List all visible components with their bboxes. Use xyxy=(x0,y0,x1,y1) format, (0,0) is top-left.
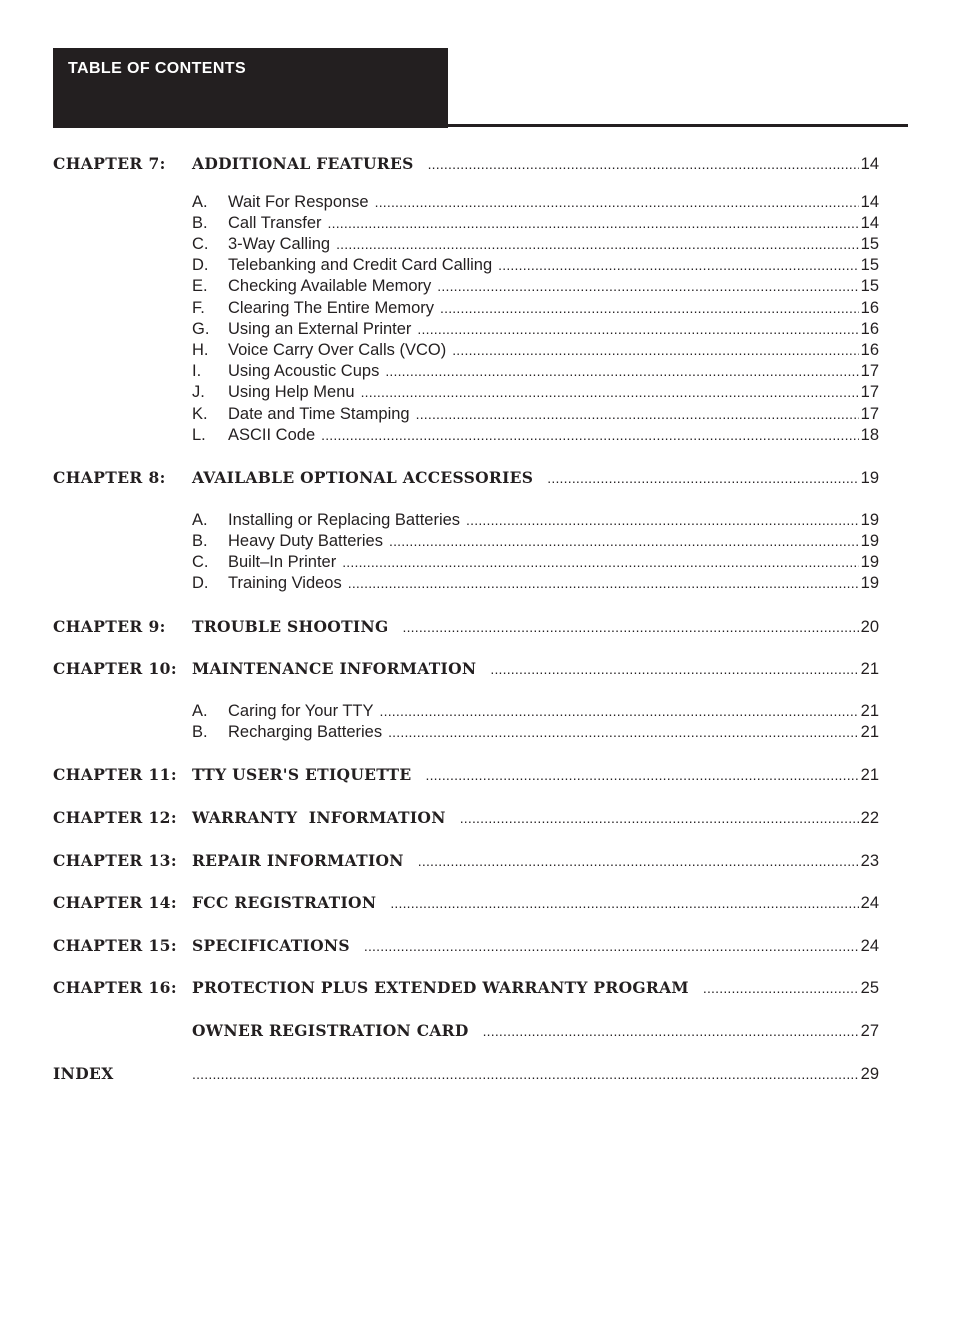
dot-leader xyxy=(390,895,859,911)
item-letter: I. xyxy=(192,362,202,380)
chapter-label: CHAPTER 13: xyxy=(53,851,177,870)
item-letter: H. xyxy=(192,341,209,359)
dot-leader xyxy=(342,554,859,570)
chapter-title: ADDITIONAL FEATURES xyxy=(192,154,414,173)
toc-chapter-7[interactable] xyxy=(53,154,879,176)
toc-item[interactable] xyxy=(53,277,879,299)
toc-chapter-9[interactable] xyxy=(53,617,879,639)
chapter-label: CHAPTER 7: xyxy=(53,154,166,173)
item-letter: B. xyxy=(192,214,208,232)
page-number: 19 xyxy=(860,469,879,487)
chapter-title: SPECIFICATIONS xyxy=(192,936,350,955)
page-number: 15 xyxy=(860,235,879,253)
chapter-title: WARRANTY INFORMATION xyxy=(192,808,446,827)
page-number: 19 xyxy=(860,532,879,550)
toc-item[interactable] xyxy=(53,362,879,384)
page-number: 20 xyxy=(860,618,879,636)
page-number: 17 xyxy=(860,383,879,401)
item-title: Training Videos xyxy=(228,574,342,592)
item-letter: B. xyxy=(192,723,208,741)
item-title: Using an External Printer xyxy=(228,320,412,338)
item-title: Recharging Batteries xyxy=(228,723,383,741)
dot-leader xyxy=(348,575,859,591)
toc-item[interactable] xyxy=(53,383,879,405)
item-title: ASCII Code xyxy=(228,426,316,444)
item-title: Wait For Response xyxy=(228,193,369,211)
page-number: 24 xyxy=(860,937,879,955)
toc-item[interactable] xyxy=(53,723,879,745)
item-title: Checking Available Memory xyxy=(228,277,432,295)
toc-item[interactable] xyxy=(53,405,879,427)
item-letter: D. xyxy=(192,256,209,274)
page-number: 15 xyxy=(860,256,879,274)
item-title: Built–In Printer xyxy=(228,553,337,571)
page-number: 14 xyxy=(860,214,879,232)
dot-leader xyxy=(321,427,859,443)
item-letter: D. xyxy=(192,574,209,592)
dot-leader xyxy=(452,342,859,358)
page-number: 25 xyxy=(860,979,879,997)
item-letter: A. xyxy=(192,193,208,211)
item-letter: C. xyxy=(192,553,209,571)
item-letter: G. xyxy=(192,320,210,338)
dot-leader xyxy=(418,853,859,869)
page-number: 16 xyxy=(860,341,879,359)
page-number: 16 xyxy=(860,320,879,338)
page-number: 21 xyxy=(860,766,879,784)
item-letter: A. xyxy=(192,702,208,720)
toc-item[interactable] xyxy=(53,341,879,363)
item-letter: K. xyxy=(192,405,208,423)
item-title: Installing or Replacing Batteries xyxy=(228,511,461,529)
chapter-title: OWNER REGISTRATION CARD xyxy=(192,1021,469,1040)
page-number: 15 xyxy=(860,277,879,295)
item-title: Date and Time Stamping xyxy=(228,405,410,423)
dot-leader xyxy=(466,512,859,528)
dot-leader xyxy=(380,703,859,719)
chapter-title: AVAILABLE OPTIONAL ACCESSORIES xyxy=(192,468,534,487)
dot-leader xyxy=(389,533,859,549)
toc-item[interactable] xyxy=(53,299,879,321)
toc-chapter-15[interactable] xyxy=(53,936,879,958)
item-title: Caring for Your TTY xyxy=(228,702,374,720)
chapter-label: CHAPTER 14: xyxy=(53,893,177,912)
dot-leader xyxy=(416,406,859,422)
toc-index[interactable] xyxy=(53,1064,879,1086)
dot-leader xyxy=(361,384,859,400)
page-title: TABLE OF CONTENTS xyxy=(68,60,247,77)
toc-item[interactable] xyxy=(53,702,879,724)
chapter-label: CHAPTER 10: xyxy=(53,659,177,678)
item-title: 3-Way Calling xyxy=(228,235,331,253)
toc-chapter-16[interactable] xyxy=(53,978,879,1000)
dot-leader xyxy=(703,980,859,996)
item-letter: E. xyxy=(192,277,208,295)
toc-item[interactable] xyxy=(53,214,879,236)
item-title: Using Acoustic Cups xyxy=(228,362,380,380)
dot-leader xyxy=(460,810,859,826)
toc-item[interactable] xyxy=(53,511,879,533)
toc-item[interactable] xyxy=(53,532,879,554)
item-title: Clearing The Entire Memory xyxy=(228,299,435,317)
dot-leader xyxy=(336,236,859,252)
dot-leader xyxy=(388,724,859,740)
chapter-label: CHAPTER 11: xyxy=(53,765,177,784)
page-number: 19 xyxy=(860,553,879,571)
page-number: 27 xyxy=(860,1022,879,1040)
page-number: 17 xyxy=(860,405,879,423)
item-letter: L. xyxy=(192,426,206,444)
toc-item[interactable] xyxy=(53,235,879,257)
dot-leader xyxy=(440,300,859,316)
chapter-title: REPAIR INFORMATION xyxy=(192,851,404,870)
page-number: 14 xyxy=(860,193,879,211)
toc-chapter-14[interactable] xyxy=(53,893,879,915)
toc-item[interactable] xyxy=(53,256,879,278)
dot-leader xyxy=(417,321,859,337)
toc-item[interactable] xyxy=(53,193,879,215)
page-number: 19 xyxy=(860,511,879,529)
toc-chapter-10[interactable] xyxy=(53,659,879,681)
chapter-title: TROUBLE SHOOTING xyxy=(192,617,389,636)
chapter-label: INDEX xyxy=(53,1064,114,1083)
page-number: 21 xyxy=(860,660,879,678)
page-number: 24 xyxy=(860,894,879,912)
item-title: Call Transfer xyxy=(228,214,322,232)
dot-leader xyxy=(192,1066,859,1082)
dot-leader xyxy=(490,661,859,677)
dot-leader xyxy=(483,1023,859,1039)
page-number: 18 xyxy=(860,426,879,444)
toc-owner-registration-card[interactable] xyxy=(53,1021,879,1043)
item-title: Telebanking and Credit Card Calling xyxy=(228,256,493,274)
toc-item[interactable] xyxy=(53,553,879,575)
item-letter: C. xyxy=(192,235,209,253)
page-number: 16 xyxy=(860,299,879,317)
page-number: 21 xyxy=(860,723,879,741)
item-title: Heavy Duty Batteries xyxy=(228,532,383,550)
dot-leader xyxy=(364,938,859,954)
item-letter: B. xyxy=(192,532,208,550)
chapter-label: CHAPTER 12: xyxy=(53,808,177,827)
item-letter: J. xyxy=(192,383,205,401)
item-title: Voice Carry Over Calls (VCO) xyxy=(228,341,447,359)
dot-leader xyxy=(437,278,859,294)
dot-leader xyxy=(428,156,859,172)
chapter-label: CHAPTER 9: xyxy=(53,617,166,636)
page-number: 29 xyxy=(860,1065,879,1083)
dot-leader xyxy=(375,194,859,210)
chapter-title: MAINTENANCE INFORMATION xyxy=(192,659,477,678)
chapter-label: CHAPTER 8: xyxy=(53,468,166,487)
dot-leader xyxy=(328,215,859,231)
toc-item[interactable] xyxy=(53,426,879,448)
page-number: 21 xyxy=(860,702,879,720)
chapter-title: FCC REGISTRATION xyxy=(192,893,377,912)
toc-chapter-13[interactable] xyxy=(53,851,879,873)
dot-leader xyxy=(385,363,859,379)
toc-chapter-12[interactable] xyxy=(53,808,879,830)
dot-leader xyxy=(402,619,859,635)
chapter-label: CHAPTER 15: xyxy=(53,936,177,955)
dot-leader xyxy=(425,767,859,783)
item-title: Using Help Menu xyxy=(228,383,355,401)
toc-item[interactable] xyxy=(53,320,879,342)
page-number: 23 xyxy=(860,852,879,870)
page-number: 22 xyxy=(860,809,879,827)
toc-chapter-8[interactable] xyxy=(53,468,879,490)
toc-item[interactable] xyxy=(53,574,879,596)
toc-chapter-11[interactable] xyxy=(53,765,879,787)
item-letter: F. xyxy=(192,299,205,317)
page-number: 17 xyxy=(860,362,879,380)
dot-leader xyxy=(498,257,859,273)
page-number: 14 xyxy=(860,155,879,173)
chapter-title: TTY USER'S ETIQUETTE xyxy=(192,765,412,784)
item-letter: A. xyxy=(192,511,208,529)
chapter-title: PROTECTION PLUS EXTENDED WARRANTY PROGRAM xyxy=(192,978,689,997)
chapter-label: CHAPTER 16: xyxy=(53,978,177,997)
dot-leader xyxy=(547,470,859,486)
page-number: 19 xyxy=(860,574,879,592)
